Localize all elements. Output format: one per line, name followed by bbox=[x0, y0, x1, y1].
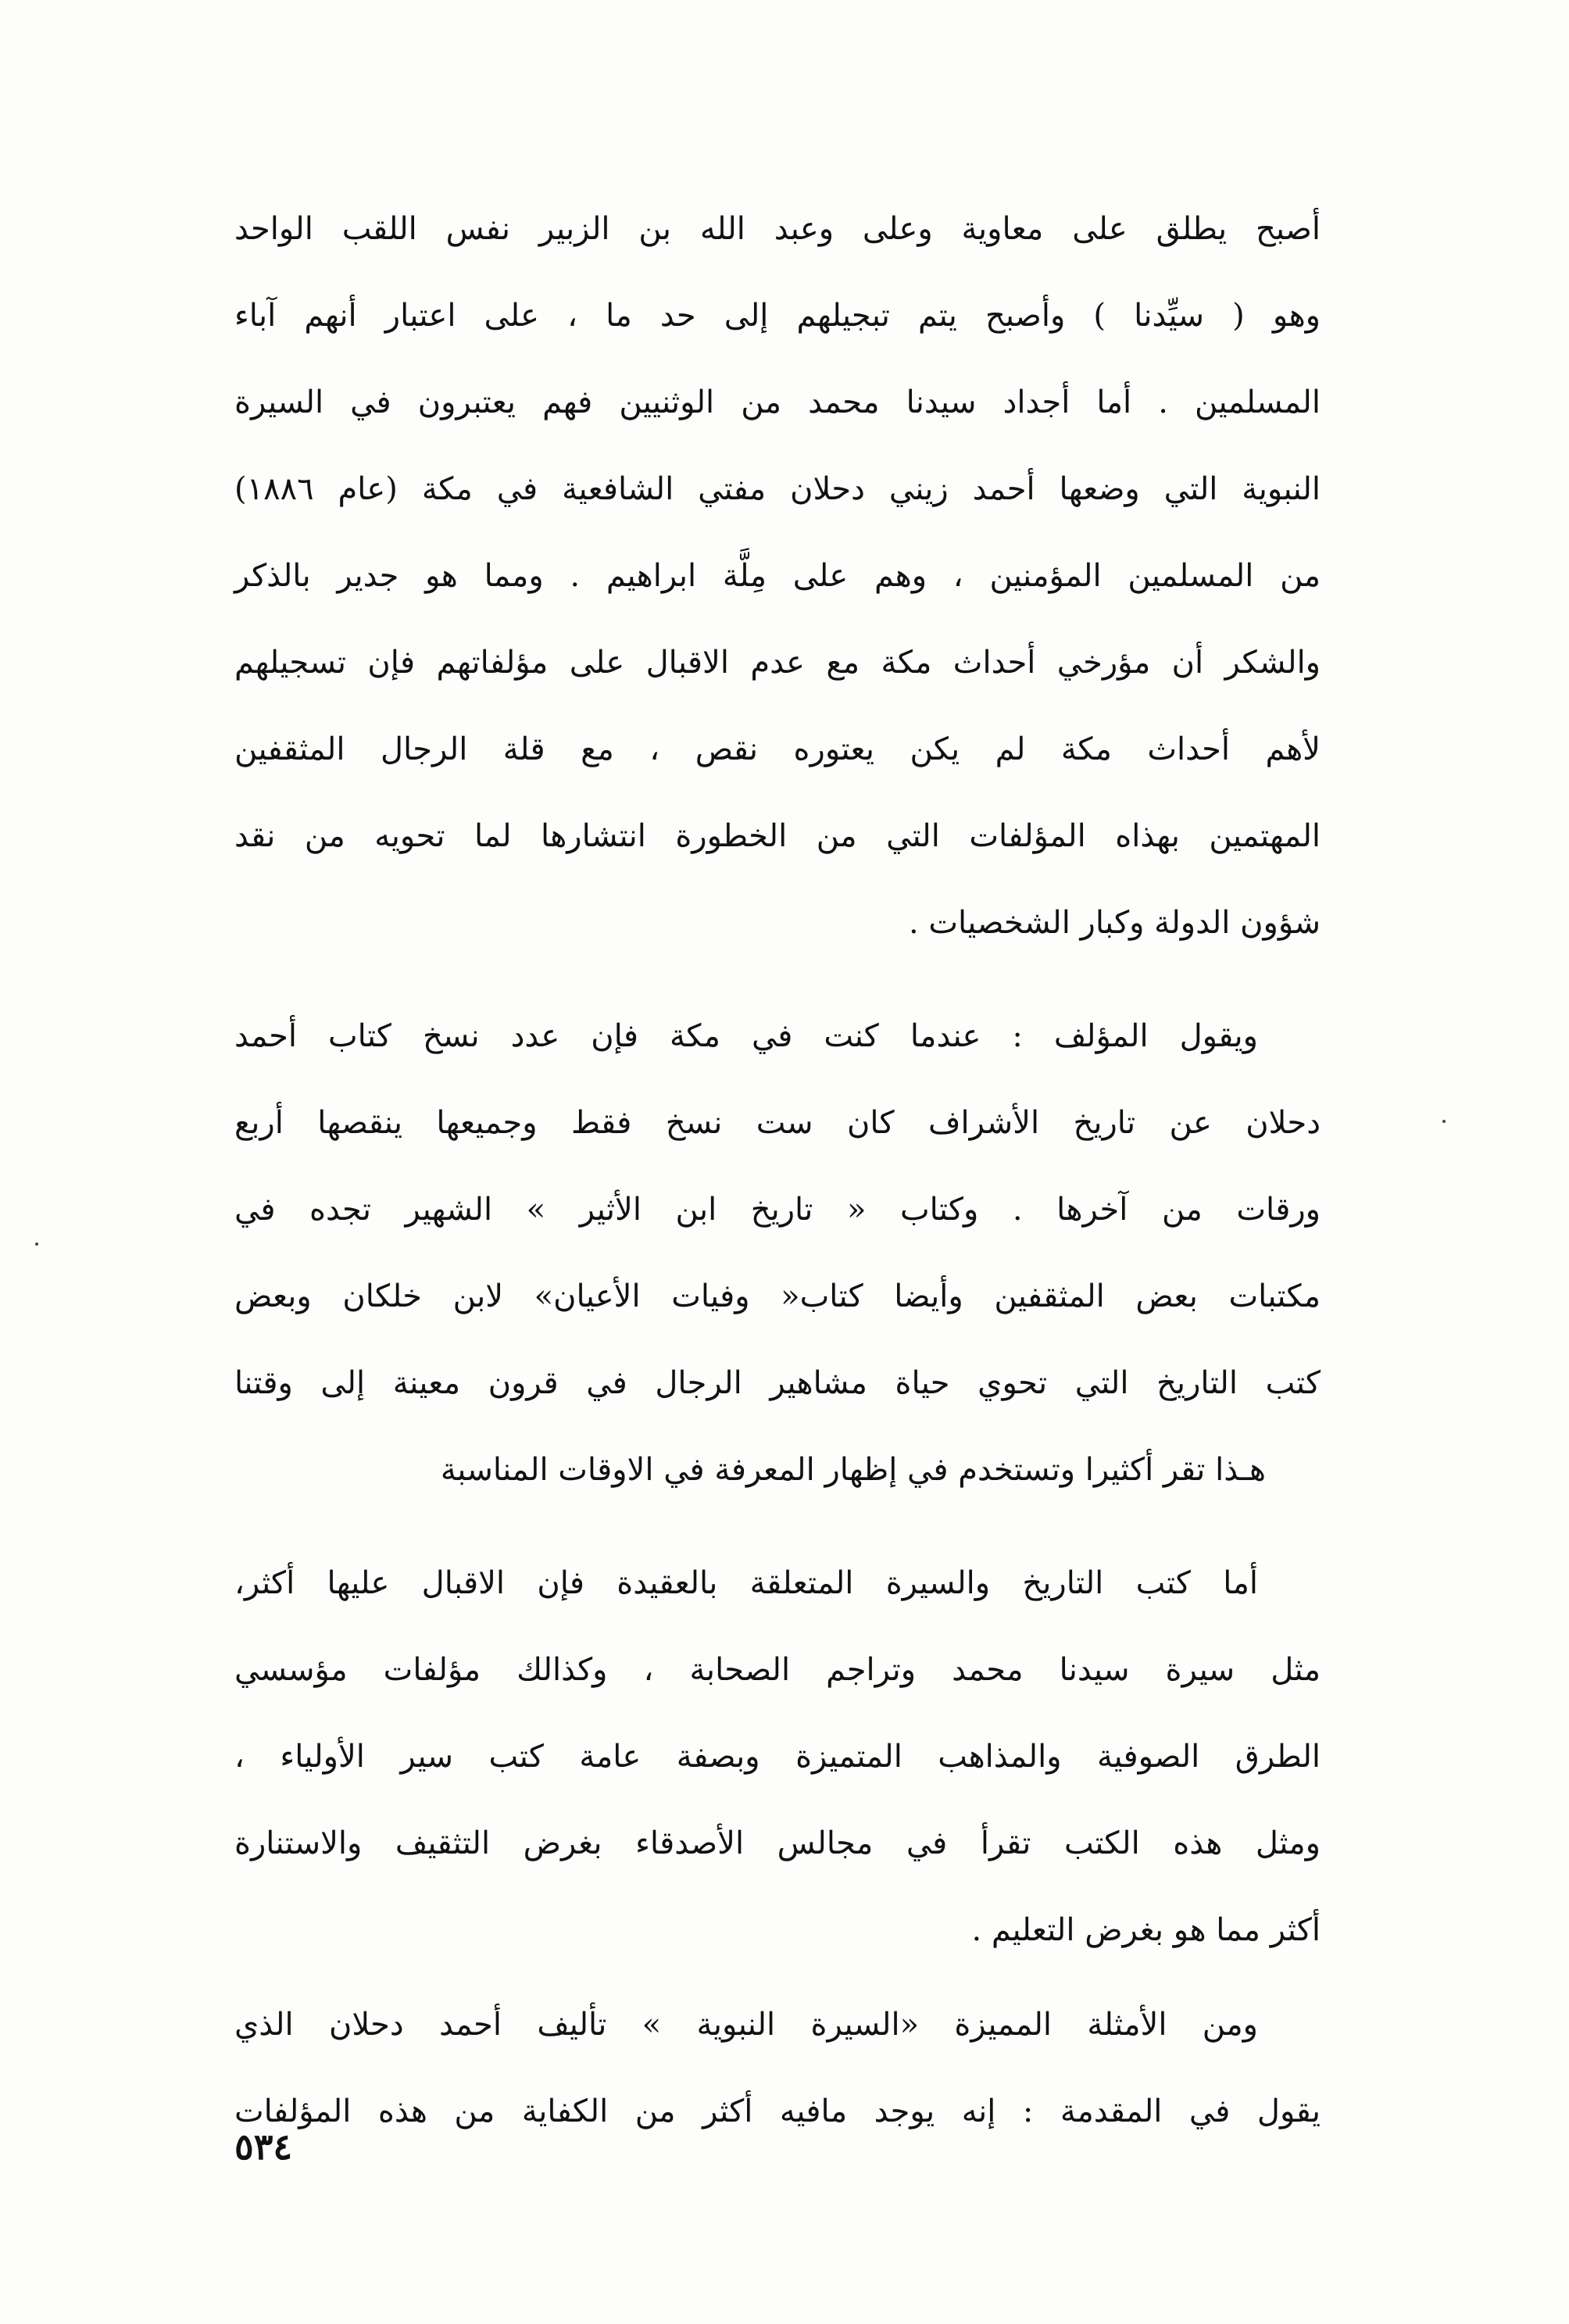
page-number: ٥٣٤ bbox=[234, 2126, 293, 2168]
text-line: ويقول المؤلف : عندما كنت في مكة فإن عدد نسخ كتاب أحمد bbox=[234, 1018, 1258, 1054]
text-line: أما كتب التاريخ والسيرة المتعلقة بالعقيدة فإن الاقبال عليها أكثر، bbox=[234, 1565, 1258, 1601]
text-line: المسلمين . أما أجداد سيدنا محمد من الوثنيين فهم يعتبرون في السيرة bbox=[234, 384, 1321, 420]
paragraph-1 bbox=[234, 186, 1321, 967]
text-line: والشكر أن مؤرخي أحداث مكة مع عدم الاقبال على مؤلفاتهم فإن تسجيلهم bbox=[234, 645, 1321, 681]
text-line: أصبح يطلق على معاوية وعلى وعبد الله بن الزبير نفس اللقب الواحد bbox=[234, 211, 1321, 247]
text-line: أكثر مما هو بغرض التعليم . bbox=[971, 1912, 1321, 1948]
text-line: شؤون الدولة وكبار الشخصيات . bbox=[908, 905, 1321, 941]
text-line: ومن الأمثلة المميزة «السيرة النبوية » تأليف أحمد دحلان الذي bbox=[234, 2007, 1258, 2043]
paragraph-gap bbox=[234, 967, 1321, 993]
paragraph-4 bbox=[234, 1982, 1321, 2155]
text-line: ومثل هذه الكتب تقرأ في مجالس الأصدقاء بغرض التثقيف والاستنارة bbox=[234, 1825, 1321, 1861]
scan-speck bbox=[1442, 1120, 1446, 1123]
paragraph-gap bbox=[234, 1514, 1321, 1540]
body-text bbox=[234, 186, 1321, 2155]
text-line: الطرق الصوفية والمذاهب المتميزة وبصفة عامة كتب سير الأولياء ، bbox=[234, 1739, 1321, 1775]
text-line: النبوية التي وضعها أحمد زيني دحلان مفتي الشافعية في مكة (عام ١٨٨٦) bbox=[234, 471, 1321, 507]
paragraph-2 bbox=[234, 993, 1321, 1514]
text-line: وهو ( سيِّدنا ) وأصبح يتم تبجيلهم إلى حد ما ، على اعتبار أنهم آباء bbox=[234, 298, 1321, 334]
text-line: كتب التاريخ التي تحوي حياة مشاهير الرجال في قرون معينة إلى وقتنا bbox=[234, 1365, 1321, 1401]
paragraph-gap bbox=[234, 1974, 1321, 1982]
text-line: من المسلمين المؤمنين ، وهم على مِلَّة ابراهيم . ومما هو جدير بالذكر bbox=[234, 558, 1321, 594]
text-line: مثل سيرة سيدنا محمد وتراجم الصحابة ، وكذالك مؤلفات مؤسسي bbox=[234, 1652, 1321, 1688]
scan-speck bbox=[35, 1242, 38, 1246]
text-line: هـذا تقر أكثيرا وتستخدم في إظهار المعرفة في الاوقات المناسبة bbox=[440, 1452, 1266, 1488]
paragraph-3 bbox=[234, 1540, 1321, 1974]
text-line: يقول في المقدمة : إنه يوجد مافيه أكثر من الكفاية من هذه المؤلفات bbox=[234, 2093, 1321, 2129]
text-line: المهتمين بهذاه المؤلفات التي من الخطورة انتشارها لما تحويه من نقد bbox=[234, 818, 1321, 854]
text-line: لأهم أحداث مكة لم يكن يعتوره نقص ، مع قلة الرجال المثقفين bbox=[234, 731, 1321, 767]
text-line: دحلان عن تاريخ الأشراف كان ست نسخ فقط وجميعها ينقصها أربع bbox=[234, 1105, 1321, 1141]
text-line: مكتبات بعض المثقفين وأيضا كتاب« وفيات الأعيان» لابن خلكان وبعض bbox=[234, 1278, 1321, 1314]
text-line: ورقات من آخرها . وكتاب « تاريخ ابن الأثير » الشهير تجده في bbox=[234, 1192, 1321, 1228]
